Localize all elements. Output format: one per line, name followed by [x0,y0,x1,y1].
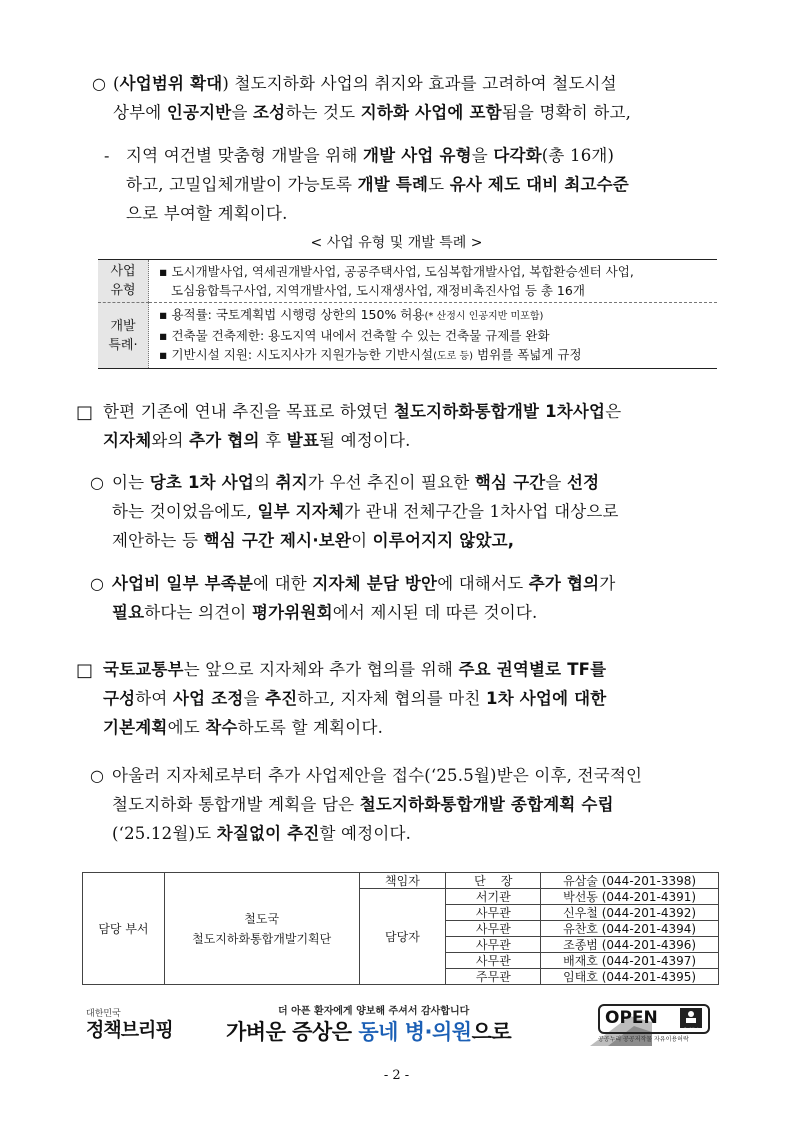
paragraph-line [112,761,642,790]
open-label: OPEN [605,1008,658,1028]
body-text: 하는 것이었음에도, [112,502,258,521]
emphasis-text: 개발 특례 [357,175,429,194]
paragraph-line [113,69,617,98]
body-text: 와의 [151,431,190,450]
emphasis-text: 이루어지지 않았고, [372,531,515,550]
contact-person [541,905,719,921]
contact-title: 사무관 [446,905,541,921]
emphasis-text: 선정 [567,473,600,492]
paragraph-line [103,655,606,684]
staff-label-cell: 담당자 [359,889,446,985]
body-text: 하고, 지자체 협의를 마친 [297,689,487,708]
contact-title: 주무관 [446,969,541,985]
table-header-cell [98,260,149,303]
body-text: 하다는 의견이 [144,603,253,622]
chief-label-cell: 책임자 [359,873,446,889]
emphasis-text: 사업범위 확대 [119,74,223,93]
body-text: 에도 [167,718,206,737]
paragraph-line [103,713,383,742]
body-text: 됨을 명확히 하고, [501,103,632,122]
emphasis-text: 추가 협의 [528,574,600,593]
body-text: 이는 [112,473,150,492]
emphasis-text: 당초 1차 사업 [149,473,254,492]
checkbox-square-marker: □ [76,660,94,681]
emphasis-text: 지자체 분담 방안 [312,574,438,593]
body-text: 철도지하화 통합개발 계획을 담은 [112,795,360,814]
paragraph-line [126,141,614,170]
paragraph-line [112,468,599,497]
body-text: 가 관내 전체구간을 1차사업 대상으로 [344,502,619,521]
body-text: 에서 제시된 데 따른 것이다. [332,603,538,622]
body-text: 가 [599,574,616,593]
dept-label-cell: 담당 부서 [83,873,165,985]
emphasis-text: 착수 [205,718,238,737]
body-text: 지역 여건별 맞춤형 개발을 위해 [126,146,364,165]
body-text: 한편 기존에 연내 추진을 목표로 하였던 [103,402,394,421]
emphasis-text: 사업비 일부 부족분 [112,574,254,593]
contact-person [541,953,719,969]
contact-name: 신우철 [563,905,598,920]
emphasis-text: 발표 [286,431,319,450]
emphasis-text: 일부 지자체 [257,502,345,521]
table-item: ▪ 기반시설 지원: 시도지사가 지원가능한 기반시설(도로 등) 범위를 폭넓게 규정 [159,347,582,362]
body-text: 을 [243,689,266,708]
checkbox-square-marker: □ [76,402,94,423]
contact-name: 박선동 [563,889,598,904]
paragraph-line [113,98,631,127]
paragraph-line [126,199,288,228]
dept-name-cell [164,873,359,985]
contact-phone: (044-201-4391) [601,889,697,904]
dash-marker: - [104,146,110,165]
attribution-icon [680,1008,702,1032]
body-text: 가 우선 추진이 필요한 [307,473,475,492]
table-item: ▪ 건축물 건축제한: 용도지역 내에서 건축할 수 있는 건축물 규제를 완화 [159,328,550,343]
emphasis-text: 기본계획 [103,718,168,737]
emphasis-text: 국토교통부 [103,660,184,679]
contact-name: 유삼술 [563,873,598,888]
body-text: ( [113,74,120,93]
project-type-table [98,259,717,369]
badge-text: 출처표시 [683,1027,699,1032]
campaign-headline [226,1016,511,1046]
contact-title: 사무관 [446,921,541,937]
open-logo-box [598,1004,710,1034]
page-number: - 2 - [383,1068,410,1083]
headline-part: 가벼운 증상은 [226,1020,359,1044]
emphasis-text: 필요 [112,603,145,622]
headline-highlight: 동네 병·의원 [358,1020,472,1044]
emphasis-text: 철도지하화통합개발 종합계획 수립 [359,795,614,814]
body-text: 하도록 할 계획이다. [237,718,384,737]
table-item: ▪ 도시개발사업, 역세권개발사업, 공공주택사업, 도심복합개발사업, 복합환승센터 사업, [159,264,634,279]
campaign-subtext: 더 아픈 환자에게 양보해 주셔서 감사합니다 [278,1006,470,1017]
paragraph-line [112,497,619,526]
emphasis-text: 조성 [253,103,286,122]
table-content-cell [149,303,718,369]
emphasis-text: 취지 [275,473,308,492]
paragraph-line [103,397,621,426]
header-text: 특례· [108,337,138,353]
body-text: 이 [351,531,373,550]
emphasis-text: 핵심 구간 [474,473,546,492]
contact-phone: (044-201-4394) [601,921,697,936]
body-text: 도 [428,175,450,194]
logo-main-text: 정책브리핑 [86,1019,173,1041]
policy-briefing-logo[interactable] [86,1006,186,1044]
paragraph-line [112,526,514,555]
emphasis-text: 인공지반 [166,103,232,122]
body-text: 에 대한 [253,574,313,593]
emphasis-text: 사업 조정 [173,689,244,708]
campaign-ad[interactable] [218,1000,578,1048]
body-text: 할 예정이다. [319,824,412,843]
bullet-circle: ○ [90,473,104,492]
contact-phone: (044-201-4396) [601,937,697,952]
body-text: (총 16개) [541,146,615,165]
bullet-circle: ○ [90,766,104,785]
contact-person [541,889,719,905]
contact-person [541,969,719,985]
open-sub-text: 공공누리 공공저작물 자유이용허락 [598,1036,689,1043]
paragraph-line [103,426,411,455]
contact-title: 사무관 [446,937,541,953]
contact-person [541,937,719,953]
paragraph-line [112,819,411,848]
body-text: 을 [231,103,254,122]
emphasis-text: 유사 제도 대비 최고수준 [449,175,629,194]
header-text: 개발 [110,318,136,334]
contact-phone: (044-201-3398) [601,873,697,888]
headline-part: 으로 [471,1020,512,1044]
body-text: 될 예정이다. [318,431,411,450]
team-name: 철도지하화통합개발기획단 [192,931,332,946]
emphasis-text: 핵심 구간 제시·보완 [203,531,352,550]
body-text: 을 [471,146,494,165]
contact-title: 서기관 [446,889,541,905]
paragraph-line [112,569,615,598]
body-text: 에 대해서도 [437,574,529,593]
emphasis-text: 철도지하화통합개발 1차사업 [393,402,606,421]
header-text: 유형 [110,283,136,298]
paragraph-line [103,684,606,713]
emphasis-text: 추가 협의 [189,431,260,450]
emphasis-text: 구성 [103,689,136,708]
header-text: 사업 [110,264,136,279]
emphasis-text: 1차 사업에 대한 [486,689,607,708]
contact-name: 임태호 [563,969,598,984]
table-header-cell [98,303,149,369]
body-text: 으로 부여할 계획이다. [126,204,288,223]
body-text: 을 [545,473,568,492]
contact-name: 배재호 [563,953,598,968]
contact-person [541,873,719,889]
table-content-cell [149,260,718,303]
open-license-badge[interactable] [598,1004,718,1044]
paragraph-line [112,790,614,819]
body-text: 후 [259,431,287,450]
contact-table [82,872,719,985]
contact-phone: (044-201-4392) [601,905,697,920]
body-text: 하고, 고밀입체개발이 가능토록 [126,175,358,194]
footer-banner [78,1000,719,1048]
bullet-circle: ○ [92,74,106,93]
emphasis-text: 지자체 [103,431,152,450]
bullet-circle: ○ [90,574,104,593]
table-caption: < 사업 유형 및 개발 특례 > [310,235,483,251]
emphasis-text: 개발 사업 유형 [363,146,472,165]
contact-phone: (044-201-4397) [601,953,697,968]
emphasis-text: 주요 권역별로 TF를 [458,660,607,679]
body-text: 제안하는 등 [112,531,204,550]
contact-name: 유찬호 [563,921,598,936]
body-text: 상부에 [113,103,167,122]
logo-small-text: 대한민국 [86,1009,121,1019]
bureau-name: 철도국 [244,911,280,926]
body-text: (‘25.12월)도 [112,824,217,843]
table-item: ▪ 용적률: 국토계획법 시행령 상한의 150% 허용(* 산정시 인공지반 미포함) [159,307,544,322]
paragraph-line [112,598,537,627]
body-text: 하는 것도 [285,103,361,122]
table-item: 도심융합특구사업, 지역개발사업, 도시재생사업, 재정비촉진사업 등 총 16개 [171,283,585,298]
emphasis-text: 추진 [265,689,298,708]
contact-person [541,921,719,937]
emphasis-text: 평가위원회 [252,603,333,622]
emphasis-text: 다각화 [493,146,542,165]
emphasis-text: 지하화 사업에 포함 [360,103,502,122]
body-text: 의 [254,473,276,492]
emphasis-text: 차질없이 추진 [216,824,320,843]
paragraph-line [126,170,629,199]
contact-title: 사무관 [446,953,541,969]
body-text: 는 앞으로 지자체와 추가 협의를 위해 [183,660,459,679]
body-text: 아울러 지자체로부터 추가 사업제안을 접수(‘25.5월)받은 이후, 전국적인 [112,766,643,785]
contact-title: 단 장 [446,873,541,889]
body-text: ) 철도지하화 사업의 취지와 효과를 고려하여 철도시설 [222,74,617,93]
body-text: 은 [605,402,622,421]
body-text: 하여 [135,689,174,708]
contact-phone: (044-201-4395) [601,969,697,984]
contact-name: 조종범 [563,937,598,952]
